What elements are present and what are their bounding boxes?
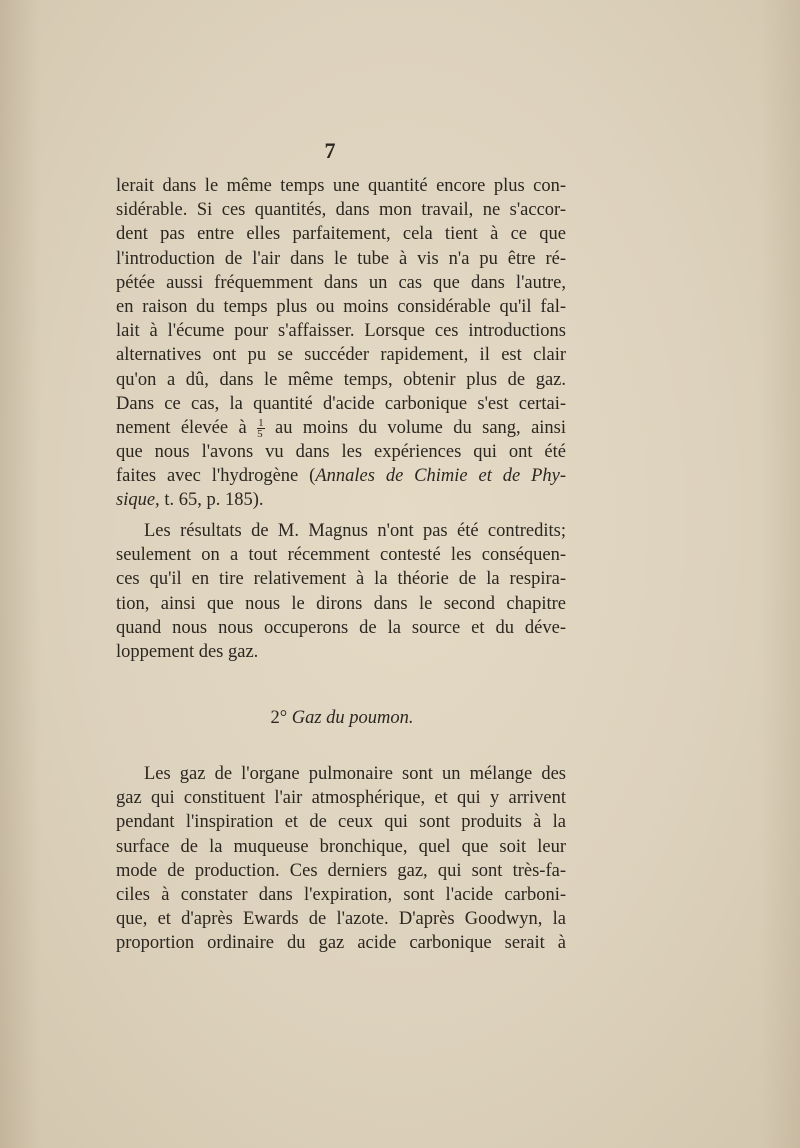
citation-italic: sique, <box>116 490 160 511</box>
citation-italic: Annales de Chimie et de Phy- <box>315 466 566 487</box>
text-line: lerait dans le même temps une quantité encore plus con- <box>116 176 566 196</box>
text-line: que, et d'après Ewards de l'azote. D'après Goodwyn, la <box>116 909 566 930</box>
fraction-numerator: 1 <box>258 417 264 430</box>
paragraph-3 <box>116 762 566 956</box>
section-number: 2° <box>270 708 288 728</box>
fraction-denominator: 5 <box>257 428 263 441</box>
text-line: Dans ce cas, la quantité d'acide carbonique s'est certai- <box>116 393 566 414</box>
section-heading <box>0 708 684 729</box>
text-line: Les gaz de l'organe pulmonaire sont un mélange des <box>144 764 566 784</box>
text-line: gaz qui constituent l'air atmosphérique, et qui y arrivent <box>116 788 566 809</box>
text-line: alternatives ont pu se succéder rapidement, il est clair <box>116 345 566 366</box>
page-edge-shadow-left <box>0 0 40 1148</box>
text-line: en raison du temps plus ou moins considérable qu'il fal- <box>116 296 566 317</box>
text-segment: faites avec l'hydrogène ( <box>116 466 316 487</box>
text-line: lait à l'écume pour s'affaisser. Lorsque ces introductions <box>116 321 566 342</box>
page-number: 7 <box>324 138 336 163</box>
text-line: pétée aussi fréquemment dans un cas que dans l'autre, <box>116 272 566 293</box>
text-line: quand nous nous occuperons de la source et du déve- <box>116 617 566 638</box>
text-line: dent pas entre elles parfaitement, cela tient à ce que <box>116 224 566 245</box>
text-line: pendant l'inspiration et de ceux qui sont produits à la <box>116 812 566 833</box>
fraction <box>257 418 265 439</box>
text-segment: au moins du volume du sang, ainsi <box>275 417 567 438</box>
text-line: surface de la muqueuse bronchique, quel que soit leur <box>116 836 566 857</box>
text-line-with-citation <box>116 464 566 488</box>
text-line: l'introduction de l'air dans le tube à vis n'a pu être ré- <box>116 248 566 269</box>
page-edge-shadow-right <box>760 0 800 1148</box>
text-segment: t. 65, p. 185). <box>164 490 264 511</box>
text-line-with-citation <box>116 488 566 512</box>
text-line: que nous l'avons vu dans les expériences qui ont été <box>116 442 566 463</box>
text-line: sidérable. Si ces quantités, dans mon travail, ne s'accor- <box>116 200 566 221</box>
paragraph-2 <box>116 519 566 664</box>
text-line-with-fraction <box>116 416 566 440</box>
paragraph-1 <box>116 174 566 513</box>
text-line: qu'on a dû, dans le même temps, obtenir plus de gaz. <box>116 369 566 390</box>
text-line: ciles à constater dans l'expiration, sont l'acide carboni- <box>116 884 566 905</box>
text-segment: nement élevée à <box>116 417 247 438</box>
text-line: ces qu'il en tire relativement à la théorie de la respira- <box>116 569 566 590</box>
text-line: proportion ordinaire du gaz acide carbonique serait à <box>116 933 566 954</box>
text-line: mode de production. Ces derniers gaz, qui sont très-fa- <box>116 860 566 881</box>
text-line: loppement des gaz. <box>116 641 259 662</box>
section-title: Gaz du poumon. <box>291 708 414 728</box>
text-line: Les résultats de M. Magnus n'ont pas été contredits; <box>144 521 566 541</box>
text-line: tion, ainsi que nous le dirons dans le second chapitre <box>116 593 566 614</box>
text-line: seulement on a tout récemment contesté les conséquen- <box>116 545 566 566</box>
